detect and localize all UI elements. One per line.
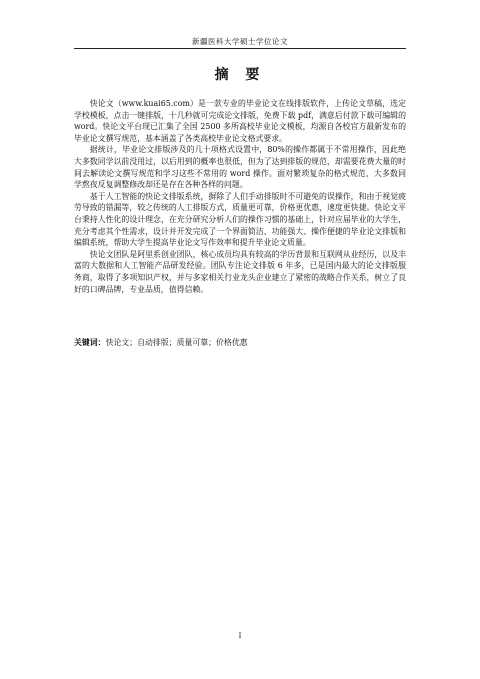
- abstract-paragraph-1: 快论文（www.kuai65.com）是一款专业的毕业论文在线排版软件，上传论文草稿，选定学校模板，点击一键排版，十几秒就可完成论文排版，免费下载 pdf，满意后付款下载可编辑的 word。快论文平台现已汇集了全国 2500 多所高校毕业论文模板，均源自各校官方最新发布的毕业论文撰写规范，基本涵盖了各类高校毕业论文格式要求。: [74, 99, 406, 143]
- abstract-paragraph-2: 据统计，毕业论文排版涉及的几十项格式设置中，80%的操作都属于不常用操作，因此绝大多数同学以前没用过，以后用到的概率也很低，但为了达到排版的规范，却需要花费大量的时间去解读论文撰写规范和学习这些不常用的 word 操作。面对繁琐复杂的格式规范，大多数同学熬夜反复调整修改却还是存在各种各样的问题。: [74, 145, 406, 190]
- abstract-body: [74, 98, 406, 295]
- keywords-label: 关键词：: [74, 338, 106, 347]
- header-rule: [74, 48, 406, 49]
- keywords-line: [74, 337, 406, 349]
- abstract-paragraph-4: 快论文团队是阿里系创业团队，核心成员均具有较高的学历背景和互联网从业经历，以及丰富的大数据和人工智能产品研发经验。团队专注论文排版 6 年多，已是国内最大的论文排版服务商，取得了多项知识产权，并与多家相关行业龙头企业建立了紧密的战略合作关系，树立了良好的口碑品牌，专业品质，值得信赖。: [74, 249, 406, 294]
- abstract-title: 摘 要: [214, 67, 266, 83]
- abstract-paragraph-3: 基于人工智能的快论文排版系统，摒除了人们手动排版时不可避免的误操作，和由于视觉疲劳导致的错漏等，较之传统的人工排版方式，质量更可靠，价格更优惠，速度更快捷。快论文平台秉持人性化的设计理念，在充分研究分析人们的操作习惯的基础上，针对应届毕业的大学生，充分考虑其个性需求，设计并开发完成了一个界面简洁、功能强大、操作便捷的毕业论文排版和编辑系统，帮助大学生提高毕业论文写作效率和提升毕业论文质量。: [74, 191, 406, 248]
- keywords-text: 快论文；自动排版；质量可靠；价格优惠: [105, 338, 248, 347]
- running-header: 新疆医科大学硕士学位论文: [192, 37, 288, 46]
- page-number: I: [238, 632, 242, 640]
